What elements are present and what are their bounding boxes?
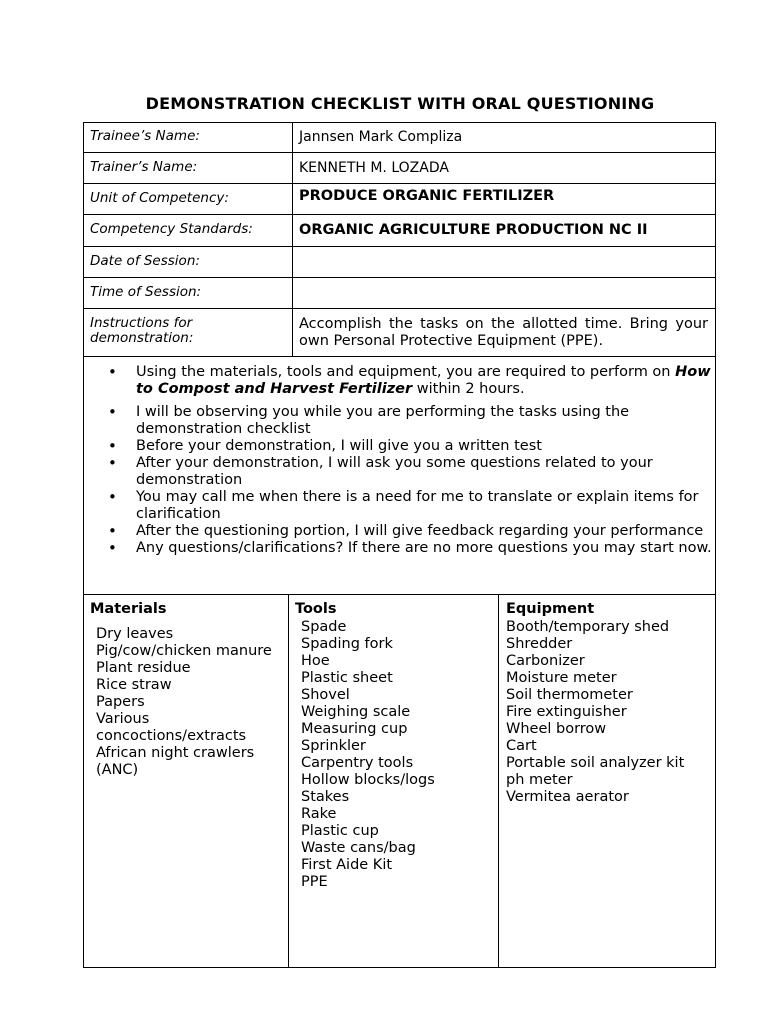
bullet-item [108,364,712,398]
list-item: Waste cans/bag [301,840,416,856]
list-item: Rake [301,806,337,822]
list-item: Wheel borrow [506,721,607,737]
date-of-session-label: Date of Session: [90,253,200,269]
column-divider [292,122,293,356]
trainee-name-label: Trainee’s Name: [90,128,200,144]
list-item: First Aide Kit [301,857,393,873]
bullet-text: Using the materials, tools and equipment, you are required to perform on [136,364,671,380]
tools-list [301,619,491,891]
materials-list [96,626,276,779]
row-divider [83,246,716,247]
row-divider [83,594,716,595]
competency-standards-label: Competency Standards: [90,221,253,237]
bullet-item: • After your demonstration, I will ask you some questions related to your demonstration [108,455,712,489]
list-item: Dry leaves [96,626,174,642]
row-divider [83,277,716,278]
list-item: Shovel [301,687,350,703]
list-item: Spading fork [301,636,393,652]
list-item: Papers [96,694,145,710]
list-item: Rice straw [96,677,172,693]
bullet-item: • You may call me when there is a need for me to translate or explain items for clarification [108,489,712,523]
instructions-label: Instructions for demonstration: [90,315,194,346]
tools-heading: Tools [295,601,337,617]
bullet-item: • I will be observing you while you are performing the tasks using the demonstration checklist [108,404,712,438]
equipment-heading: Equipment [506,601,595,617]
list-item: African night crawlers (ANC) [96,745,255,778]
list-item: Fire extinguisher [506,704,627,720]
list-item: Booth/temporary shed [506,619,670,635]
column-divider [498,594,499,967]
unit-of-competency-label: Unit of Competency: [90,190,229,206]
list-item: Various concoctions/extracts [96,711,247,744]
task-name: How to Compost and Harvest Fertilizer [136,364,711,397]
trainer-name-label: Trainer’s Name: [90,159,198,175]
list-item: Sprinkler [301,738,366,754]
materials-heading: Materials [90,601,167,617]
trainer-name-value: KENNETH M. LOZADA [299,160,449,176]
list-item: ph meter [506,772,573,788]
list-item: PPE [301,874,328,890]
row-divider [83,356,716,357]
list-item: Soil thermometer [506,687,633,703]
column-divider [288,594,289,967]
list-item: Shredder [506,636,573,652]
document-title: DEMONSTRATION CHECKLIST WITH ORAL QUESTIONING [145,94,655,113]
competency-standards-value: ORGANIC AGRICULTURE PRODUCTION NC II [299,222,648,238]
list-item: Plastic cup [301,823,379,839]
row-divider [83,308,716,309]
bullet-item: • Before your demonstration, I will give you a written test [108,438,712,455]
list-item: Portable soil analyzer kit [506,755,685,771]
trainee-name-value: Jannsen Mark Compliza [299,129,463,145]
list-item: Vermitea aerator [506,789,629,805]
list-item: Plant residue [96,660,191,676]
unit-of-competency-value: PRODUCE ORGANIC FERTILIZER [299,188,555,204]
list-item: Carbonizer [506,653,585,669]
list-item: Cart [506,738,537,754]
bullet-text: within 2 hours. [412,381,525,397]
bullet-item: • Any questions/clarifications? If there are no more questions you may start now. [108,540,712,557]
list-item: Hoe [301,653,330,669]
list-item: Moisture meter [506,670,617,686]
equipment-list [506,619,711,806]
row-divider [83,152,716,153]
list-item: Pig/cow/chicken manure [96,643,272,659]
list-item: Measuring cup [301,721,408,737]
list-item: Hollow blocks/logs [301,772,435,788]
time-of-session-label: Time of Session: [90,284,202,300]
list-item: Plastic sheet [301,670,393,686]
bullet-item: • After the questioning portion, I will give feedback regarding your performance [108,523,712,540]
instructions-value: Accomplish the tasks on the allotted time. Bring your own Personal Protective Equipment (PPE). [299,316,708,349]
instruction-bullet-list [108,364,712,557]
list-item: Carpentry tools [301,755,414,771]
list-item: Stakes [301,789,350,805]
row-divider [83,183,716,184]
row-divider [83,214,716,215]
list-item: Weighing scale [301,704,411,720]
list-item: Spade [301,619,347,635]
